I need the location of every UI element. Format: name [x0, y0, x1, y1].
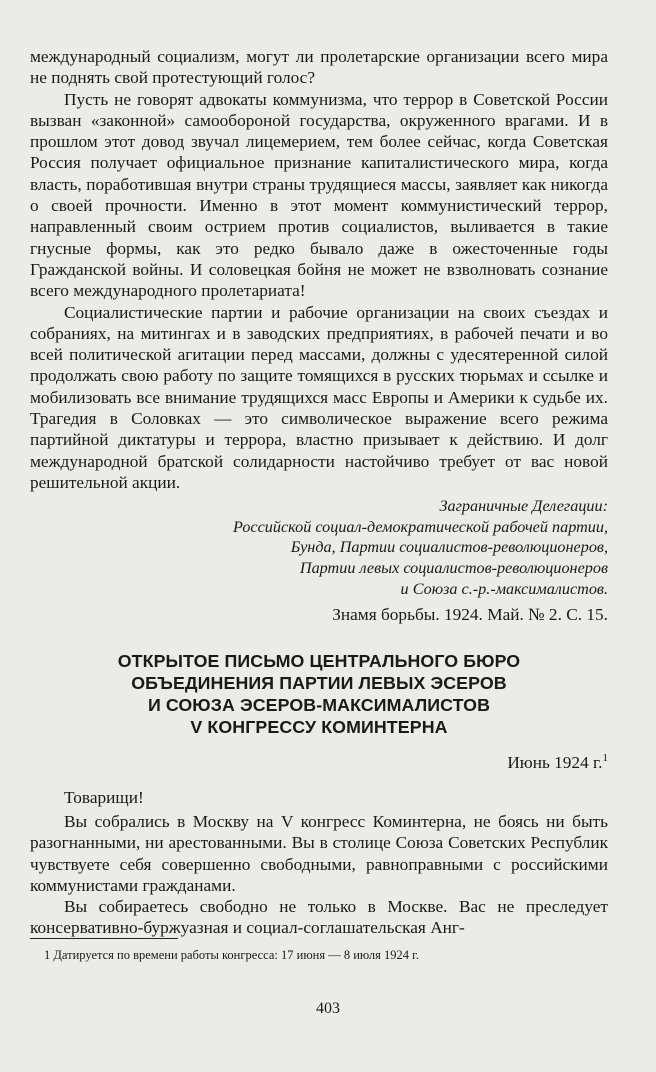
document-heading — [30, 650, 608, 738]
signature-line: Бунда, Партии социалистов-революционеров, — [290, 538, 608, 557]
footnote-marker: 1 — [602, 752, 608, 765]
page-number: 403 — [316, 1000, 340, 1017]
paragraph-terror: Пусть не говорят адвокаты коммунизма, что террор в Советской России вызван «законной» самообороной государства, окруженного врагами. И в прошлом этот довод звучал лицемерием, тем более сейчас, когда Советская Россия получает официальное признание капиталистического мира, когда власть, поработившая внутри страны трудящиеся массы, заявляет как никогда о своей прочности. Именно в этот момент коммунистический террор, направленный своим острием против социалистов, выливается в такие гнусные формы, как это редко бывало даже в ожесточенные годы Гражданской войны. И соловецкая бойня не может не взволновать сознание всего международного пролетариата! — [30, 89, 608, 301]
source-citation: Знамя борьбы. 1924. Май. № 2. С. 15. — [332, 605, 608, 625]
document-date — [30, 748, 608, 773]
signature-line: Партии левых социалистов-революционеров — [299, 559, 608, 578]
heading-line: И СОЮЗА ЭСЕРОВ-МАКСИМАЛИСТОВ — [147, 695, 491, 716]
footnote-divider — [30, 938, 178, 939]
signature-line: Российской социал-демократической рабочей партии, — [233, 517, 608, 536]
paragraph-congress: Вы собрались в Москву на V конгресс Коминтерна, не боясь ни быть разогнанными, ни арестованными. Вы в столице Союза Советских Республик чувствуете себя совершенно свободными, равноправными с российскими коммунистами гражданами. — [30, 811, 608, 895]
heading-line: ОТКРЫТОЕ ПИСЬМО ЦЕНТРАЛЬНОГО БЮРО — [117, 651, 521, 672]
heading-line: V КОНГРЕССУ КОМИНТЕРНА — [190, 717, 448, 738]
signature-block — [30, 496, 608, 599]
signature-line: Заграничные Делегации: — [439, 497, 608, 516]
signature-line: и Союза с.-р.-максималистов. — [400, 579, 608, 598]
greeting: Товарищи! — [64, 787, 144, 807]
page-text — [30, 46, 608, 939]
paragraph-continuation: международный социализм, могут ли пролетарские организации всего мира не поднять свой протестующий голос? — [30, 47, 608, 88]
paragraph-appeal: Социалистические партии и рабочие организации на своих съездах и собраниях, на митингах и в заводских предприятиях, в рабочей печати и во всей политической агитации перед массами, должны с удесятеренной силой продолжать свою работу по защите томящихся в русских тюрьмах и ссылке и мобилизовать все внимание трудящихся масс Европы и Америки к судьбе их. Трагедия в Соловках — это символическое выражение всего режима партийной диктатуры и террора, властно призывает к действию. И долг международной братской солидарности настойчиво требует от вас новой решительной акции. — [30, 302, 608, 492]
paragraph-moscow: Вы собираетесь свободно не только в Москве. Вас не преследует консервативно-буржуазная и социал-соглашательская Анг- — [30, 897, 608, 938]
heading-line: ОБЪЕДИНЕНИЯ ПАРТИИ ЛЕВЫХ ЭСЕРОВ — [131, 673, 507, 694]
footnote: 1 Датируется по времени работы конгресса: 17 июня — 8 июля 1924 г. — [44, 948, 420, 962]
date-text: Июнь 1924 г. — [507, 752, 603, 772]
